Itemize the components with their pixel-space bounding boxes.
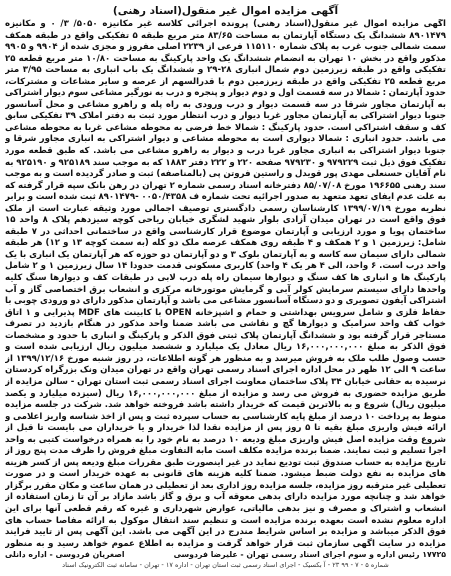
notice-title: آگهی مزایده اموال غیر منقول(اسناد رهنی) [112, 5, 339, 17]
footer-signature-left: اصغریان فردوسی - اداره دانلی [5, 550, 125, 559]
footer-note: شماره ۵ - ۷ - ۹۹ ۲۳ - آ بکسیک - اجرای اسناد رسمی ثبت استان تهران - اداره ۱۷ - تهران - سامانه ثبت الکترونیک اسناد [62, 561, 389, 569]
footer-signature-right: ۱۷۷۲۵ رئیس اداره و سوم اجرای اسناد رسمی تهران - علیرضا فردوسی [173, 550, 446, 559]
footer-signature-row [5, 550, 446, 560]
notice-body-text: آگهی مزایده اموال غیر منقول(اسناد رهنی) پرونده اجرائی کلاسه غیر مکانیزه ۵۰۵۰/ ۳/ ۰ و مکانیزه ۸۹۰۱۴۷۹ ششدانگ یک دستگاه آپارتمان به مساحت ۸۳/۶۵ متر مربع طبقه ۵ تفکیکی واقع در طبقه همکف سمت شمالی جنوب غرب به پلاک شماره ۱۱۵۱۱۰ فرعی از ۲۲۳۹ اصلی مفروز و مجزی شده از ۹۹۰۴ و ۹۹۰۵ مذکور واقع در بخش ۱۰ تهران به انضمام ششدانگ یک واحد پارکینگ به مساحت ۱۰/۸۰ متر مربع قطعه ۲۵ تفکیکی واقع در طبقه زیرزمین دوم شمال انباری ۲۸-۲۹ و ششدانگ یک باب انباری به مساحت ۳/۹۵ متر مربع قطعه ۲۵ تفکیکی واقع در طبقه زیرزمین دوم با قدرالسهم از عرصه و سایر مشاعات و مشترکات، حدود آپارتمان : شمالا در سه قسمت اول و دوم دیوار و پنجره و درب به نورگیر مشاعی سوم دیوار اشتراکی به آپارتمان مجاور شرقا در سه قسمت دیوار و درب ورودی به راه پله و راهرو مشاعی و محل آسانسور جنوبا دیوار اشتراکی به آپارتمان مجاور غربا دیوار و درب انتظار مورد ثبت به دفتر املاک ۳۹ تفکیکی سابق کف و سقف اشتراکی است. حدود پارکینگ : شمالا خط فرضی به محوطه مشاعی غربا به محوطه مشاعی می باشد. حدود انباری : شمالا دیواری است به محوطه مشاعی و دیوار اشتراکی به انباری مجاور شرقا و جنوبا دیوار اشتراکی به انباری مجاور غربا درب و دیوار به راهرو مشاعی می باشد. که طبق قطعه مورد تفکیک فوق ذیل ثبت ۹۷۹۲۲۹ و ۹۷۹۲۳۰ صفحه ۲۲۰ و ۲۲۲ دفتر ۱۸۸۳ که به موجب سند ۹۲۵۱۸۹ و ۹۲۵۱۹۰ به نام آقایان حسنعلی مهدی پور قویدل و راستین فروتن پی (بالمناصفه) ثبت و صادر گردیده است و به موجب سند رهنی ۱۹۶۶۵۵ مورخ ۸۵/۰۷/۰۸ دفترخانه اسناد رسمی شماره ۲ تهران در رهن بانک سپه قرار گرفته که به علت عدم ایفای تعهد متعهد به صدور اجرائیه تحت شماره ف ۰۰۵۰/۴۳۵۸ -۸۹۰۱۴۷۹ ثبت شده است و برابر نظریه مورخ ۱۳۹۹/۰۷/۱۹ کارشناسان رسمی دادگستری توصیف اجمالی مورد وثیقه عبارت است از ملک فوق واقع است در تهران میدان آزادی بلوار شهید لشگری خیابان ریاحی کوچه سیزدهم پلاک ۸ واحد ۱۵ ساختمان پویا و مورد ارزیابی و آپارتمان موضوع قرار کارشناسی واقع در ساختمانی احداثی در ۷ طبقه شامل: زیرزمین ۱ و ۲ همکف و ۴ طبقه روی همکف عرصه ملک دو کله (به سمت کوچه ۱۳ و ۱۲) هر طبقه شمالی دارای سیمان سه کاسه و به آپارتمان بلوک ۳ و دو آپارتمان دو حوزه که هر آپارتمان یک انباری با یک واحد درب است. ۶ واحد، الی ۴ هر یک ۴ واحد) کاربری مسکونی قدمت حدودا ۱۴ سال زیرزمین ۱ و ۲ شامل پارکینگ ها و انباری ها کف سنگ و دیوارها سیمان راه پله درب لابی در طبقات کف و دیوارها سنگ کلیه واحدها دارای سیستم سرمایش کولر آبی و گرمایش موتورخانه مرکزی و انشعاب برق اختصاصی گاز و آب اشتراکی آیفون تصویری و دو دستگاه آسانسور مشاعی می باشد و آپارتمان مذکور دارای دو ورودی چوبی با حفاظ فلزی و شامل سرویس بهداشتی و حمام و اشپزخانه OPEN با کابینت های MDF پذیرایی و ۱ اتاق خواب کف واحد سرامیک و دیوارها گچ و نقاشی می باشد ضمنا واحد مذکور در هنگام بازدید در تصرف مستاجر قرار گرفته بود و ششدانگ آپارتمان پلاک ثبتی فوق الذکر و پارکینگ و انباری با حدود و مشخصات فوق الذکر به مبلغ ۱۶,۰۰۰,۰۰۰,۰۰۰ ریال معادل یک میلیارد و ششصد میلیون ریال ارزیابی شده است و حسب وصول طلب ملک به فروش میرسد و به منظور هر گونه اطلاعات، در روز شنبه مورخ ۱۳۹۹/۱۲/۱۶ از ساعت ۹ الی ۱۲ ظهر در محل اداره اجرای اسناد رسمی تهران واقع در تهران میدان ونک بزرگراه کردستان نرسیده به حقانی خیابان ۳۴ پلاک ساختمان معاونت اجرای اسناد رسمی ثبت استان تهران - سالن مزایده از طریق مزایده حضوری به فروش می رسد و مزایده از مبلغ ۱۶,۰۰۰,۰۰۰,۰۰۰ ریال (سیزده میلیارد و یکصد میلیون ریال) شروع و به بالاترین قیمت که خریدار داشته باشد فروخته خواهد شد. شرکت در جلسه مزایده منوط به پرداخت ۱۰ درصد از مبلغ پایه کارشناسی به حساب سپرده ثبت و پس از اخذ شناسه واریز اعلامی و ارائه فیش واریزی مبلغ بقیه تا ۵ روز پس از مزایده نقدا لذا خریدار و یا خریداران می بایست تا قبل از شروع وقت مزایده اصل فیش واریزی مبلغ ودیعه ۱۰ درصد به نام خود را به همراه درخواست کتبی به واحد اجرا تسلیم و ثبت نمایند. ضمنا برنده مزایده مکلف است مابه التفاوت مبلغ فروش را ظرف مدت پنج روز از تاریخ مزایده به حساب صندوق ثبت تودیع نماید در غیر اینصورت طبق مقررات مبلغ ودیعه پس از کسر هزینه های مزایده به نفع دولت ضبط میشود. ضمنا کلیه هزینه های قانونی به عهده خریدار است و در صورت تعطیلی غیر مترقبه روز مزایده، جلسه مزایده روز اداری بعد از تعطیلی در همان ساعت و مکان مقرر برگزار خواهد شد و چنانچه مورد مزایده دارای بدهی معوقه آب و برق و گاز باشد مازاد بر آن تا زمان استفاده از انشعاب و اشتراک و مصرف و نیز بدهی مالیاتی، عوارض شهرداری و غیره که رقم قطعی آنها برای این اداره معلوم نشده است بعهده برنده مزایده است و تنظیم سند انتقال موکول به ارائه مفاصا حساب های فوق الذکر میباشد و مزایده بر اساس شرایط مندرج در این آگهی می باشد. این آگهی پس از تایید فرایند مزایده در سایت اگهی سازمان ثبت قرار خواهد گرفت و مزایده به اطلاع عموم خواهد رسید و به منظور [5, 19, 446, 549]
notice-footer [5, 550, 446, 570]
footer-note-row [5, 560, 446, 570]
